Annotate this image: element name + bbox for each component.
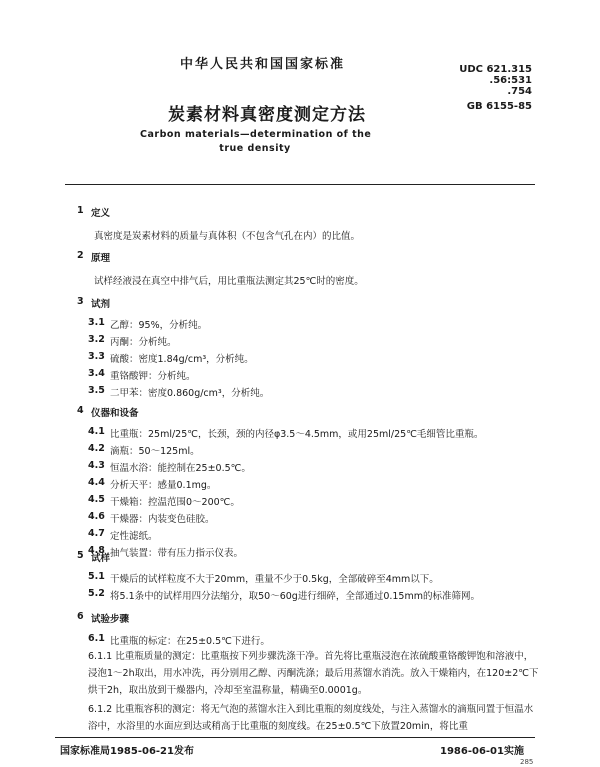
item-number: 3.2 bbox=[88, 334, 105, 345]
section-number: 1 bbox=[77, 205, 84, 216]
list-item bbox=[88, 460, 528, 474]
item-number: 3.4 bbox=[88, 368, 105, 379]
section-2-heading bbox=[77, 250, 197, 264]
item-number: 5.2 bbox=[88, 588, 105, 599]
list-item bbox=[88, 494, 528, 508]
section-number: 5 bbox=[77, 550, 84, 561]
list-item bbox=[88, 633, 528, 647]
item-text: 抽气装置：带有压力指示仪表。 bbox=[110, 548, 244, 559]
section-title: 定义 bbox=[91, 208, 111, 219]
standard-name: 中华人民共和国国家标准 bbox=[180, 57, 346, 72]
section-title: 原理 bbox=[91, 253, 111, 264]
section-2-text: 试样经液浸在真空中排气后，用比重瓶法测定其25℃时的密度。 bbox=[94, 276, 364, 287]
english-title-line-2: true density bbox=[219, 143, 291, 154]
paragraph-6-1-1: 6.1.1 比重瓶质量的测定：比重瓶按下列步骤洗涤干净。首先将比重瓶浸泡在浓硫酸重铬酸钾饱和溶液中，浸泡1～2h取出，用水冲洗，再分别用乙醇、丙酮洗涤；最后用蒸馏水消洗。放入干燥箱内，在120±2℃下烘干2h，取出放到干燥器内，冷却至室温称量，精确至0.0001g。 bbox=[88, 651, 539, 696]
list-item bbox=[88, 426, 538, 440]
item-text: 分析天平：感量0.1mg。 bbox=[110, 480, 217, 491]
item-number: 6.1 bbox=[88, 633, 105, 644]
issue-date: 国家标准局1985-06-21发布 bbox=[60, 746, 194, 757]
gb-code: GB 6155-85 bbox=[466, 101, 532, 112]
item-number: 4.2 bbox=[88, 443, 105, 454]
item-text: 滴瓶：50～125ml。 bbox=[110, 446, 200, 457]
english-title-line-1: Carbon materials—determination of the bbox=[140, 129, 372, 140]
item-text: 比重瓶：25ml/25℃，长颈，颈的内径φ3.5～4.5mm，或用25ml/25℃毛细管比重瓶。 bbox=[110, 429, 484, 440]
list-item bbox=[88, 511, 528, 525]
item-number: 5.1 bbox=[88, 571, 105, 582]
list-item bbox=[88, 477, 528, 491]
udc-line-3: .754 bbox=[507, 86, 532, 97]
item-number: 4.4 bbox=[88, 477, 105, 488]
section-1-text: 真密度是炭素材料的质量与真体积（不包含气孔在内）的比值。 bbox=[94, 231, 361, 242]
item-number: 4.3 bbox=[88, 460, 105, 471]
list-item bbox=[88, 571, 538, 585]
item-text: 二甲苯：密度0.860g/cm³，分析纯。 bbox=[110, 388, 270, 399]
udc-block bbox=[440, 64, 532, 112]
section-4-heading bbox=[77, 405, 237, 419]
udc-line-2: .56:531 bbox=[489, 75, 532, 86]
list-item bbox=[88, 317, 528, 331]
section-1-heading bbox=[77, 205, 197, 219]
list-item bbox=[88, 334, 528, 348]
section-number: 3 bbox=[77, 296, 84, 307]
section-6-heading bbox=[77, 611, 237, 625]
list-item bbox=[88, 351, 528, 365]
section-title: 仪器和设备 bbox=[91, 408, 139, 419]
list-item bbox=[88, 528, 528, 542]
item-text: 定性滤纸。 bbox=[110, 531, 158, 542]
item-number: 4.5 bbox=[88, 494, 105, 505]
item-text: 丙酮：分析纯。 bbox=[110, 337, 177, 348]
item-number: 4.7 bbox=[88, 528, 105, 539]
udc-line-1: UDC 621.315 bbox=[459, 64, 532, 75]
section-number: 4 bbox=[77, 405, 84, 416]
list-item bbox=[88, 368, 528, 382]
header-rule bbox=[65, 184, 535, 185]
document-title: 炭素材料真密度测定方法 bbox=[168, 105, 366, 125]
footer-rule bbox=[55, 737, 535, 738]
item-number: 3.5 bbox=[88, 385, 105, 396]
list-item bbox=[88, 588, 538, 602]
section-5-heading bbox=[77, 550, 197, 564]
item-text: 干燥后的试样粒度不大于20mm，重量不少于0.5kg，全部破碎至4mm以下。 bbox=[110, 574, 439, 585]
section-number: 6 bbox=[77, 611, 84, 622]
paragraph-6-1-2: 6.1.2 比重瓶容积的测定：将无气泡的蒸馏水注入到比重瓶的刻度线处，与注入蒸馏水的滴瓶同置于恒温水浴中，水浴里的水面应到达或稍高于比重瓶的刻度线。在25±0.5℃下放置20min，将比重 bbox=[88, 704, 534, 732]
item-text: 恒温水浴：能控制在25±0.5℃。 bbox=[110, 463, 251, 474]
section-number: 2 bbox=[77, 250, 84, 261]
section-title: 试样 bbox=[91, 553, 111, 564]
list-item bbox=[88, 385, 528, 399]
item-number: 3.1 bbox=[88, 317, 105, 328]
item-text: 重铬酸钾：分析纯。 bbox=[110, 371, 196, 382]
section-title: 试验步骤 bbox=[91, 614, 130, 625]
list-item bbox=[88, 443, 528, 457]
section-title: 试剂 bbox=[91, 299, 111, 310]
item-number: 4.6 bbox=[88, 511, 105, 522]
item-text: 乙醇：95%，分析纯。 bbox=[110, 320, 208, 331]
item-number: 4.1 bbox=[88, 426, 105, 437]
item-text: 将5.1条中的试样用四分法缩分，取50～60g进行细碎，全部通过0.15mm的标准筛网。 bbox=[110, 591, 480, 602]
item-text: 比重瓶的标定：在25±0.5℃下进行。 bbox=[110, 636, 270, 647]
page-number: 285 bbox=[520, 758, 534, 766]
item-number: 4.8 bbox=[88, 545, 105, 556]
item-number: 3.3 bbox=[88, 351, 105, 362]
english-title bbox=[140, 128, 370, 156]
item-text: 硫酸：密度1.84g/cm³，分析纯。 bbox=[110, 354, 254, 365]
effective-date: 1986-06-01实施 bbox=[440, 746, 524, 757]
section-3-heading bbox=[77, 296, 197, 310]
item-text: 干燥器：内装变色硅胶。 bbox=[110, 514, 215, 525]
item-text: 干燥箱：控温范围0～200℃。 bbox=[110, 497, 240, 508]
